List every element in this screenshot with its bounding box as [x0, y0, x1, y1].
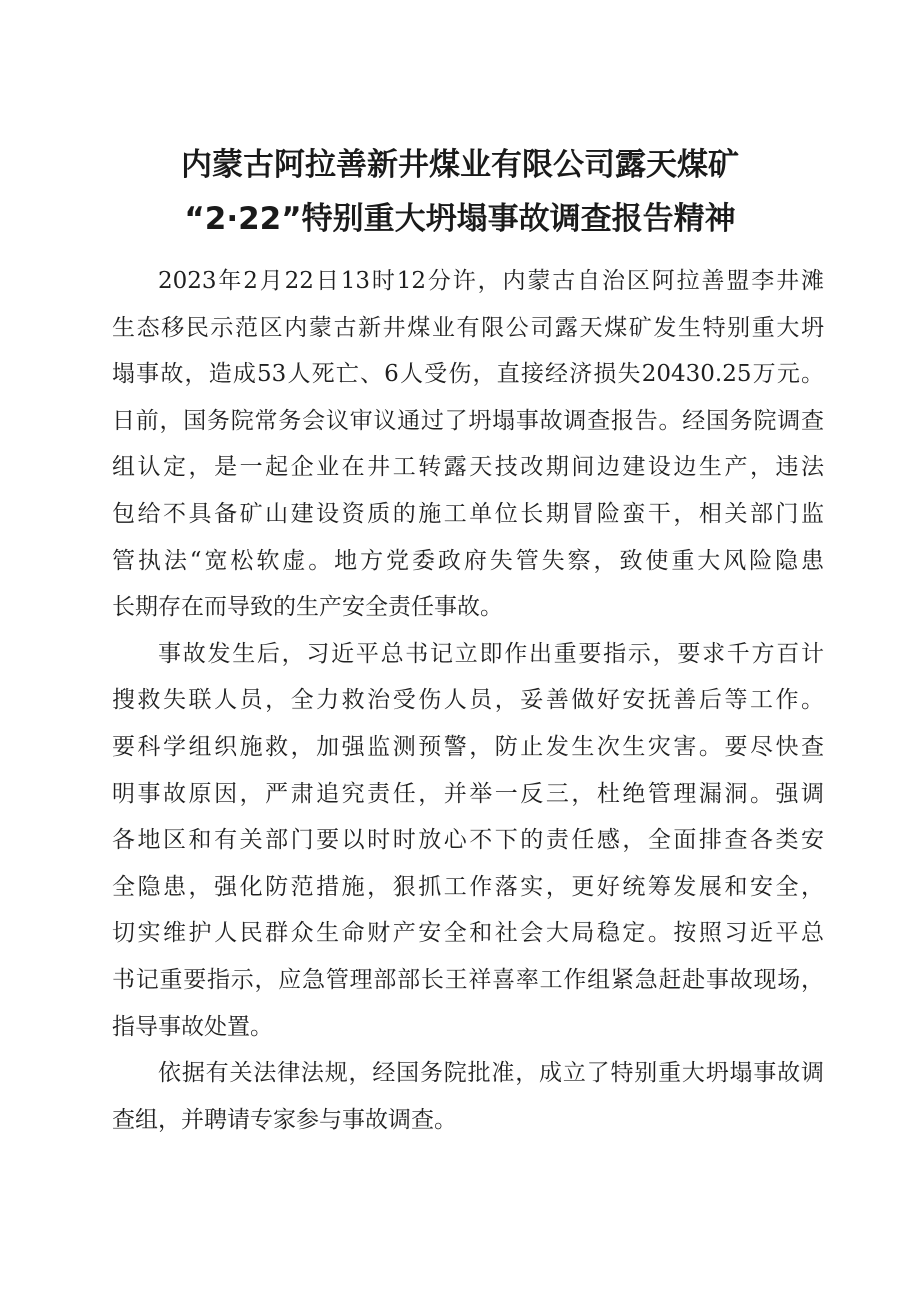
paragraph-line: 指导事故处置。: [112, 1013, 273, 1040]
paragraph-line: 管执法“宽松软虚。地方党委政府失管失察，致使重大风险隐患: [112, 547, 824, 574]
document-title: [0, 138, 920, 246]
paragraph-line: 长期存在而导致的生产安全责任事故。: [112, 594, 503, 621]
paragraph-line: 日前，国务院常务会议审议通过了坍塌事故调查报告。经国务院调查: [112, 407, 824, 434]
paragraph-line: 切实维护人民群众生命财产安全和社会大局稳定。按照习近平总: [112, 920, 824, 947]
paragraph-line: 书记重要指示，应急管理部部长王祥喜率工作组紧急赶赴事故现场，: [112, 966, 824, 993]
paragraph-line: 组认定，是一起企业在井工转露天技改期间边建设边生产，违法: [112, 454, 824, 481]
paragraph-2: [112, 631, 824, 1050]
paragraph-line: 各地区和有关部门要以时时放心不下的责任感，全面排查各类安: [112, 827, 824, 854]
title-line-2: “2·22”特别重大坍塌事故调查报告精神: [184, 201, 736, 237]
paragraph-line: 塌事故，造成53人死亡、6人受伤，直接经济损失20430.25万元。: [112, 361, 824, 388]
paragraph-3: [112, 1050, 824, 1143]
paragraph-line: 明事故原因，严肃追究责任，并举一反三，杜绝管理漏洞。强调: [112, 780, 824, 807]
document-body: [112, 258, 824, 1143]
paragraph-line: 搜救失联人员，全力救治受伤人员，妥善做好安抚善后等工作。: [112, 687, 824, 714]
paragraph-line: 全隐患，强化防范措施，狠抓工作落实，更好统筹发展和安全，: [112, 873, 824, 900]
title-line-1: 内蒙古阿拉善新井煤业有限公司露天煤矿: [181, 147, 739, 183]
paragraph-line: 包给不具备矿山建设资质的施工单位长期冒险蛮干，相关部门监: [112, 500, 824, 527]
paragraph-line: 事故发生后，习近平总书记立即作出重要指示，要求千方百计: [158, 640, 824, 667]
paragraph-line: 2023年2月22日13时12分许，内蒙古自治区阿拉善盟李井滩: [158, 268, 824, 294]
paragraph-1: [112, 258, 824, 631]
paragraph-line: 要科学组织施救，加强监测预警，防止发生次生灾害。要尽快查: [112, 733, 824, 760]
paragraph-line: 依据有关法律法规，经国务院批准，成立了特别重大坍塌事故调: [158, 1060, 824, 1087]
paragraph-line: 查组，并聘请专家参与事故调查。: [112, 1106, 457, 1133]
paragraph-line: 生态移民示范区内蒙古新井煤业有限公司露天煤矿发生特别重大坍: [112, 314, 824, 341]
